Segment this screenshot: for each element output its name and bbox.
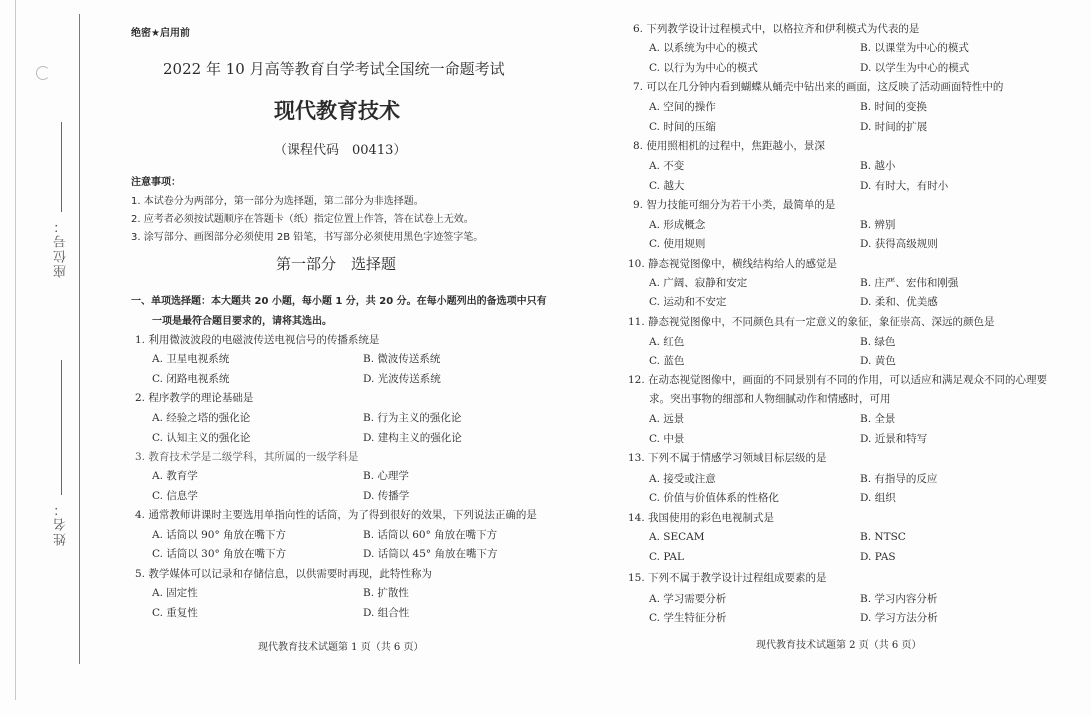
question-7-option-c[interactable]: C. 时间的压缩	[649, 121, 716, 133]
seat-number-field	[52, 122, 71, 278]
binding-border-inner	[79, 14, 80, 664]
question-5-option-c[interactable]: C. 重复性	[152, 607, 198, 619]
question-2-option-a[interactable]: A. 经验之塔的强化论	[152, 412, 251, 424]
question-15-option-c[interactable]: C. 学生特征分析	[649, 612, 727, 624]
question-11-stem: 11. 静态视觉图像中，不同颜色具有一定意义的象征，象征崇高、深远的颜色是	[628, 316, 995, 328]
question-14-option-c[interactable]: C. PAL	[649, 551, 684, 563]
question-6-option-b[interactable]: B. 以课堂为中心的模式	[860, 42, 969, 54]
question-9-stem: 9. 智力技能可细分为若干小类，最简单的是	[633, 199, 836, 211]
question-14-option-d[interactable]: D. PAS	[860, 551, 896, 563]
question-9-option-d[interactable]: D. 获得高级规则	[860, 238, 938, 250]
question-15-option-d[interactable]: D. 学习方法分析	[860, 612, 938, 624]
question-13-option-b[interactable]: B. 有指导的反应	[860, 473, 938, 485]
question-9-option-c[interactable]: C. 使用规则	[649, 238, 706, 250]
question-10-stem: 10. 静态视觉图像中，横线结构给人的感觉是	[628, 258, 838, 270]
question-1-option-c[interactable]: C. 闭路电视系统	[152, 373, 230, 385]
page-2-footer: 现代教育技术试题第 2 页（共 6 页）	[756, 640, 922, 651]
question-2-option-b[interactable]: B. 行为主义的强化论	[363, 412, 462, 424]
question-8-stem: 8. 使用照相机的过程中，焦距越小，景深	[633, 140, 825, 152]
question-14-option-a[interactable]: A. SECAM	[649, 531, 705, 543]
question-1-option-b[interactable]: B. 微波传送系统	[363, 353, 441, 365]
notice-title: 注意事项：	[131, 177, 181, 188]
question-14-stem: 14. 我国使用的彩色电视制式是	[628, 512, 775, 524]
question-13-option-a[interactable]: A. 接受或注意	[649, 473, 716, 485]
question-9-option-b[interactable]: B. 辨别	[860, 219, 896, 231]
question-6-option-a[interactable]: A. 以系统为中心的模式	[649, 42, 758, 54]
question-13-stem: 13. 下列不属于情感学习领域目标层级的是	[628, 452, 827, 464]
question-1-option-a[interactable]: A. 卫星电视系统	[152, 353, 230, 365]
exam-title: 2022 年 10 月高等教育自学考试全国统一命题考试	[163, 60, 505, 78]
question-2-stem: 2. 程序教学的理论基础是	[135, 392, 254, 404]
course-code: （课程代码 00413）	[274, 143, 407, 158]
section-intro: 一、单项选择题：本大题共 20 小题，每小题 1 分，共 20 分。在每小题列出的备选项中只有	[131, 296, 547, 307]
question-2-option-c[interactable]: C. 认知主义的强化论	[152, 432, 251, 444]
subject-title: 现代教育技术	[274, 99, 400, 123]
question-10-option-d[interactable]: D. 柔和、优美感	[860, 296, 938, 308]
seat-number-label: 座位号：	[54, 218, 69, 278]
question-12-option-b[interactable]: B. 全景	[860, 413, 896, 425]
question-1-stem: 1. 利用微波波段的电磁波传送电视信号的传播系统是	[135, 334, 380, 346]
question-12-stem: 12. 在动态视觉图像中，画面的不同景别有不同的作用，可以适应和满足观众不同的心理要	[628, 374, 1048, 386]
question-7-option-b[interactable]: B. 时间的变换	[860, 101, 927, 113]
question-13-option-d[interactable]: D. 组织	[860, 492, 896, 504]
question-7-option-d[interactable]: D. 时间的扩展	[860, 121, 928, 133]
question-8-option-b[interactable]: B. 越小	[860, 160, 896, 172]
seat-number-blank	[61, 122, 62, 212]
name-label: 姓名：	[54, 501, 69, 546]
question-11-option-d[interactable]: D. 黄色	[860, 355, 896, 367]
question-3-option-c[interactable]: C. 信息学	[152, 490, 198, 502]
question-5-stem: 5. 教学媒体可以记录和存储信息，以供需要时再现，此特性称为	[135, 568, 432, 580]
question-3-option-b[interactable]: B. 心理学	[363, 470, 409, 482]
question-5-option-b[interactable]: B. 扩散性	[363, 587, 409, 599]
binding-hole-icon	[36, 66, 50, 80]
question-12-stem-cont: 求。突出事物的细部和人物细腻动作和情感时，可用	[649, 393, 891, 405]
notice-2: 2. 应考者必须按试题顺序在答题卡（纸）指定位置上作答，答在试卷上无效。	[131, 214, 474, 225]
part-title: 第一部分 选择题	[276, 255, 397, 273]
question-14-option-b[interactable]: B. NTSC	[860, 531, 906, 543]
question-7-stem: 7. 可以在几分钟内看到蝴蝶从蛹壳中钻出来的画面，这反映了活动画面特性中的	[633, 81, 1004, 93]
question-4-option-c[interactable]: C. 话筒以 30° 角放在嘴下方	[152, 548, 287, 560]
page-1-footer: 现代教育技术试题第 1 页（共 6 页）	[258, 642, 424, 653]
question-10-option-a[interactable]: A. 广阔、寂静和安定	[649, 277, 748, 289]
question-1-option-d[interactable]: D. 光波传送系统	[363, 373, 441, 385]
question-8-option-c[interactable]: C. 越大	[649, 180, 685, 192]
question-4-option-b[interactable]: B. 话筒以 60° 角放在嘴下方	[363, 529, 498, 541]
question-15-option-b[interactable]: B. 学习内容分析	[860, 593, 938, 605]
question-8-option-a[interactable]: A. 不变	[649, 160, 685, 172]
question-15-stem: 15. 下列不属于教学设计过程组成要素的是	[628, 572, 827, 584]
question-2-option-d[interactable]: D. 建构主义的强化论	[363, 432, 462, 444]
question-6-option-c[interactable]: C. 以行为为中心的模式	[649, 62, 758, 74]
question-3-option-d[interactable]: D. 传播学	[363, 490, 410, 502]
question-12-option-a[interactable]: A. 远景	[649, 413, 685, 425]
question-4-option-a[interactable]: A. 话筒以 90° 角放在嘴下方	[152, 529, 287, 541]
question-4-option-d[interactable]: D. 话筒以 45° 角放在嘴下方	[363, 548, 498, 560]
question-12-option-c[interactable]: C. 中景	[649, 433, 685, 445]
confidential-mark: 绝密★启用前	[131, 28, 190, 39]
question-9-option-a[interactable]: A. 形成概念	[649, 219, 706, 231]
notice-1: 1. 本试卷分为两部分，第一部分为选择题，第二部分为非选择题。	[131, 196, 424, 207]
question-11-option-c[interactable]: C. 蓝色	[649, 355, 685, 367]
question-4-stem: 4. 通常教师讲课时主要选用单指向性的话筒，为了得到很好的效果，下列说法正确的是	[135, 509, 537, 521]
name-blank	[61, 360, 62, 495]
question-6-stem: 6. 下列教学设计过程模式中，以格拉齐和伊利模式为代表的是	[633, 23, 920, 35]
question-10-option-c[interactable]: C. 运动和不安定	[649, 296, 727, 308]
question-12-option-d[interactable]: D. 近景和特写	[860, 433, 928, 445]
question-7-option-a[interactable]: A. 空间的操作	[649, 101, 716, 113]
question-5-option-a[interactable]: A. 固定性	[152, 587, 198, 599]
question-15-option-a[interactable]: A. 学习需要分析	[649, 593, 727, 605]
question-5-option-d[interactable]: D. 组合性	[363, 607, 410, 619]
question-11-option-a[interactable]: A. 红色	[649, 336, 685, 348]
question-3-stem: 3. 教育技术学是二级学科，其所属的一级学科是	[135, 451, 359, 463]
question-13-option-c[interactable]: C. 价值与价值体系的性格化	[649, 492, 779, 504]
notice-3: 3. 涂写部分、画图部分必须使用 2B 铅笔，书写部分必须使用黑色字迹签字笔。	[131, 232, 484, 243]
question-10-option-b[interactable]: B. 庄严、宏伟和刚强	[860, 277, 959, 289]
question-8-option-d[interactable]: D. 有时大，有时小	[860, 180, 949, 192]
question-3-option-a[interactable]: A. 教育学	[152, 470, 198, 482]
binding-border-outer	[15, 0, 16, 700]
question-11-option-b[interactable]: B. 绿色	[860, 336, 896, 348]
section-intro-cont: 一项是最符合题目要求的，请将其选出。	[152, 316, 332, 327]
name-field	[52, 360, 71, 546]
question-6-option-d[interactable]: D. 以学生为中心的模式	[860, 62, 970, 74]
